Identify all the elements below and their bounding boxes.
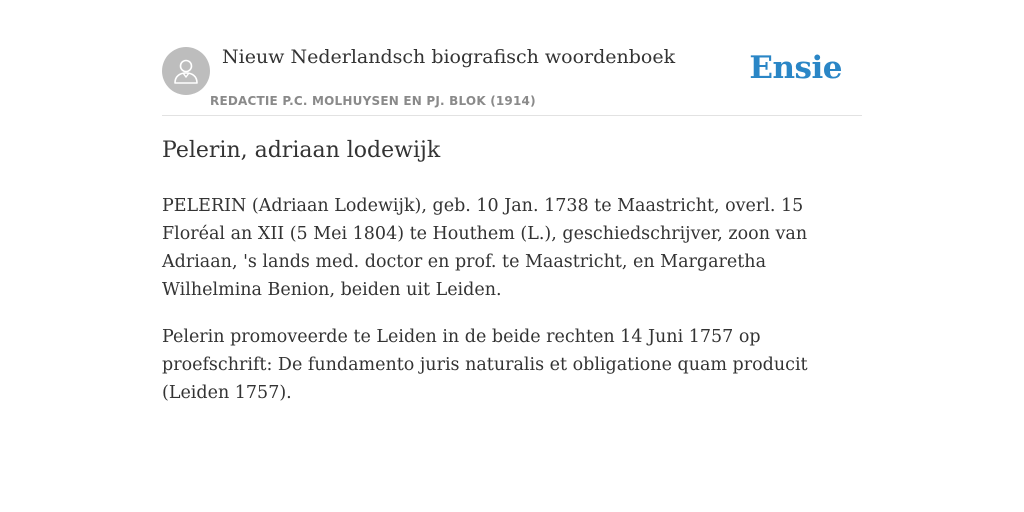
brand-logo[interactable]: Ensie [749, 50, 842, 86]
entry-paragraph: Pelerin promoveerde te Leiden in de beide rechten 14 Juni 1757 op proefschrift: De fundamento juris naturalis et obligatione quam producit (Leiden 1757). [162, 327, 808, 403]
source-avatar[interactable] [162, 47, 210, 95]
entry-title: Pelerin, adriaan lodewijk [162, 138, 441, 163]
user-icon [171, 56, 201, 86]
source-title[interactable]: Nieuw Nederlandsch biografisch woordenboek [222, 46, 676, 68]
entry-body [162, 192, 862, 426]
source-header [162, 40, 862, 116]
source-subtitle: REDACTIE P.C. MOLHUYSEN EN PJ. BLOK (1914) [210, 94, 536, 108]
entry-paragraph: PELERIN (Adriaan Lodewijk), geb. 10 Jan. 1738 te Maastricht, overl. 15 Floréal an XII (5 Mei 1804) te Houthem (L.), geschiedschrijver, zoon van Adriaan, 's lands med. doctor en prof. te Maastricht, en Margaretha Wilhelmina Benion, beiden uit Leiden. [162, 196, 808, 300]
